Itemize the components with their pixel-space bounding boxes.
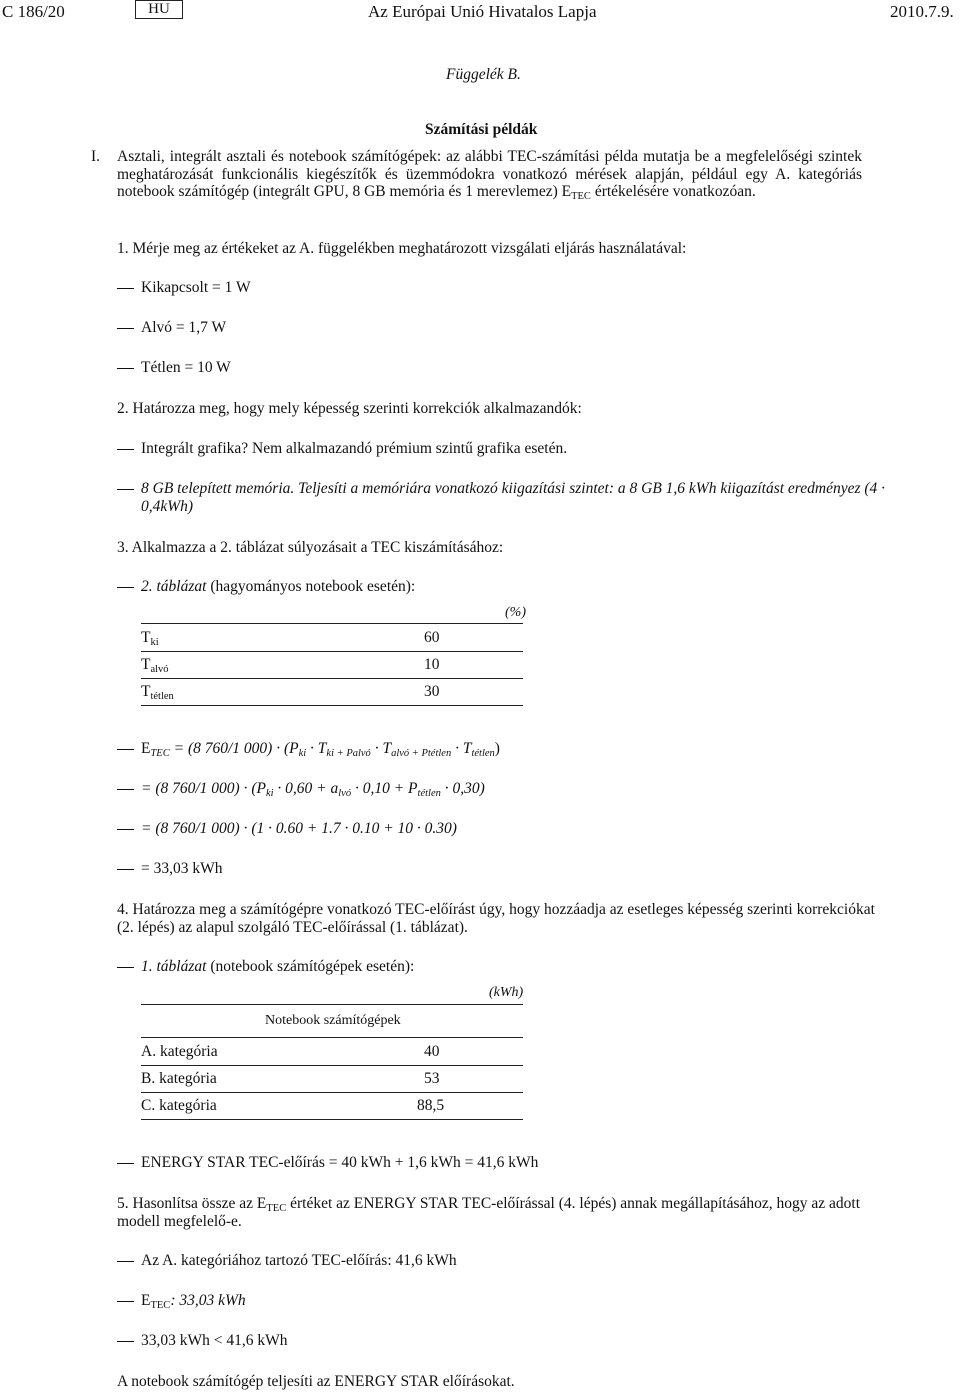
table-rule [141,1037,523,1038]
dash [117,1163,134,1164]
table-cell: 40 [424,1043,440,1060]
list-item: Alvó = 1,7 W [141,319,227,336]
table-rule [141,623,523,624]
list-item: Az A. kategóriához tartozó TEC-előírás: 41,6 kWh [141,1252,457,1269]
dash [117,328,134,329]
table-unit: (%) [505,605,526,620]
table-rule [141,705,523,706]
table-title: 1. táblázat (notebook számítógépek esetén): [141,958,415,975]
table-unit: (kWh) [489,985,524,1000]
step5-heading: 5. Hasonlítsa össze az $E_{TEC}$ értéket az ENERGY STAR TEC-előírással (4. lépés) annak megállapításához, hogy az adott [117,1195,861,1214]
table-cell: 60 [424,629,440,646]
step2-heading: 2. Határozza meg, hogy mely képesség szerinti korrekciók alkalmazandók: [117,400,582,417]
formula-line: = (8 760/1 $000) \cdot (P_{ki} \cdot 0,60 + a_{lvó} \cdot 0,10 + P_{tétlen} \cdot 0,30)$ [141,780,485,799]
table-row-label: C. kategória [141,1097,217,1114]
table-row-label: $T_{alvó}$ [141,656,169,675]
dash [117,789,134,790]
dash [117,749,134,750]
dash [117,829,134,830]
table-title: 2. táblázat (hagyományos notebook esetén): [141,578,416,595]
dash [117,967,134,968]
step5-heading-continuation: modell megfelelő-e. [117,1213,242,1230]
dash [117,1341,134,1342]
table-row-label: A. kategória [141,1043,218,1060]
conclusion: A notebook számítógép teljesíti az ENERGY STAR előírásokat. [117,1373,515,1390]
table-cell: 10 [424,656,440,673]
section-title: Számítási példák [425,121,538,138]
table-cell: 88,5 [417,1097,445,1114]
list-item: Kikapcsolt = 1 W [141,279,251,296]
journal-title: Az Európai Unió Hivatalos Lapja [368,2,597,21]
result-line: ENERGY STAR TEC-előírás = 40 kWh + 1,6 kWh = 41,6 kWh [141,1154,539,1171]
language-badge: HU [135,0,183,19]
table-row-label: $T_{tétlen}$ [141,683,174,702]
dash [117,1261,134,1262]
formula-line: = (8 760/1 000) · (1 · 0.60 + 1.7 · 0.10 + 10 · 0.30) [141,820,457,837]
list-item: 33,03 kWh < 41,6 kWh [141,1332,288,1349]
table-rule [141,1092,523,1093]
dash [117,489,134,490]
table-rule [141,678,523,679]
table-rule [141,1065,523,1066]
list-item: Tétlen = 10 W [141,359,231,376]
section-numeral: I. [91,148,101,165]
dash [117,587,134,588]
table-row-label: B. kategória [141,1070,217,1087]
list-item-continuation: 0,4kWh) [141,498,194,515]
publication-date: 2010.7.9. [890,2,954,21]
page-reference: C 186/20 [2,2,65,21]
formula-result: = 33,03 kWh [141,860,223,877]
table-cell: 53 [424,1070,440,1087]
dash [117,869,134,870]
appendix-label: Függelék B. [446,66,521,83]
table-column-header: Notebook számítógépek [265,1013,401,1028]
table-rule [141,651,523,652]
step3-heading: 3. Alkalmazza a 2. táblázat súlyozásait a TEC kiszámításához: [117,539,504,556]
step1-heading: 1. Mérje meg az értékeket az A. függelékben meghatározott vizsgálati eljárás használatával: [117,240,687,257]
step4-heading: 4. Határozza meg a számítógépre vonatkozó TEC-előírást úgy, hogy hozzáadja az esetleges képesség szerinti korrekciókat [117,901,875,918]
table-rule [141,1119,523,1120]
table-row-label: $T_{ki}$ [141,629,159,648]
dash [117,288,134,289]
list-item: Integrált grafika? Nem alkalmazandó prémium szintű grafika esetén. [141,440,568,457]
list-item: 8 GB telepített memória. Teljesíti a memóriára vonatkozó kiigazítási szintet: a 8 GB 1,6 kWh kiigazítást eredményez (4 · [141,480,886,497]
dash [117,1301,134,1302]
dash [117,368,134,369]
formula-line: $E_{TEC} = (8$ 760/1 $000) \cdot (P_{ki} \cdot T_{ki + Palvó} \cdot T_{alvó + Ptétlen} \cdot T_{tétlen})$ [141,740,500,759]
dash [117,449,134,450]
table-rule [141,1004,523,1005]
table-cell: 30 [424,683,440,700]
list-item: $E_{TEC}$: 33,03 kWh [141,1292,246,1311]
step4-heading-continuation: (2. lépés) az alapul szolgáló TEC-előírással (1. táblázat). [117,919,468,936]
intro-paragraph: Asztali, integrált asztali és notebook számítógépek: az alábbi TEC-számítási példa mutatja be a megfelelőségi szintek meghatározását funkcionális kiegészítők és üzemmódokra vonatkozó mérések alapján, például egy A. kategóriás notebook számítógép (integrált GPU, 8 GB memória és 1 merevlemez) $E_{TEC}$ értékelésére vonatkozóan. [117,148,862,202]
